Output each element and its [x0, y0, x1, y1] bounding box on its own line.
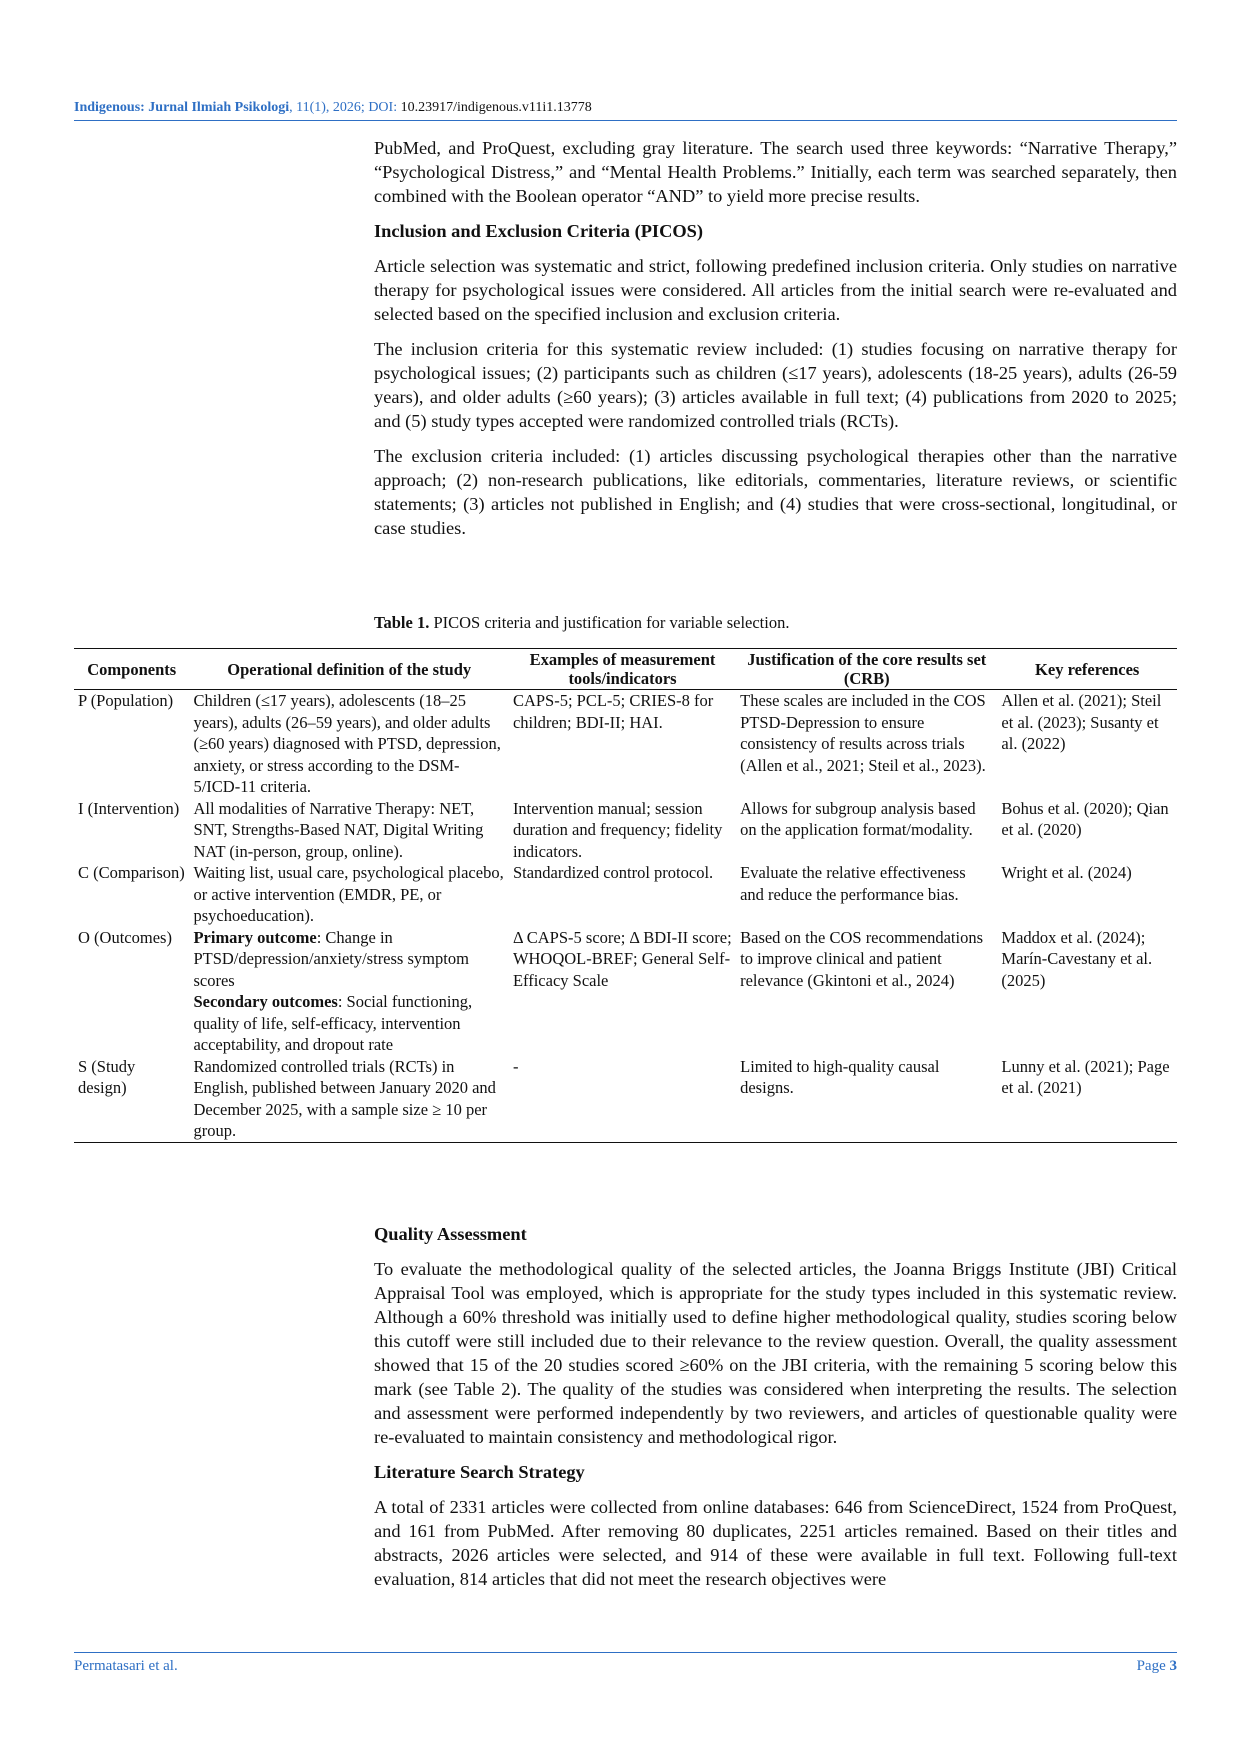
cell-component: I (Intervention): [78, 798, 180, 818]
cell-references: Lunny et al. (2021); Page et al. (2021): [997, 1056, 1177, 1143]
table-row: [74, 1056, 1177, 1143]
main-text-top: [374, 136, 1177, 551]
cell-references: Maddox et al. (2024); Marín-Cavestany et al. (2025): [1001, 927, 1153, 990]
table-header-row: [74, 649, 1177, 690]
doi-link[interactable]: 10.23917/indigenous.v11i1.13778: [400, 100, 592, 115]
heading-quality-assessment: Quality Assessment: [374, 1224, 527, 1244]
header-justification: Justification of the core results set (CRB): [736, 649, 997, 690]
cell-tools: -: [509, 1056, 736, 1143]
cell-tools: Intervention manual; session duration and frequency; fidelity indicators.: [512, 798, 723, 861]
paragraph-exclusion-criteria: The exclusion criteria included: (1) articles discussing psychological therapies other than the narrative approach; (2) non-research publications, like editorials, commentaries, literature reviews, or scientific statements; (3) articles not published in English; and (4) studies that were cross-sectional, longitudinal, or case studies.: [374, 446, 1177, 538]
page-number: 3: [1169, 1658, 1177, 1674]
table-row: [74, 690, 1177, 798]
cell-definition: Children (≤17 years), adolescents (18–25 years), adults (26–59 years), and older adults (≥60 years) diagnosed with PTSD, depression, anxiety, or stress according to the DSM-5/ICD-11 criteria.: [193, 691, 501, 796]
paragraph-search-keywords: PubMed, and ProQuest, excluding gray literature. The search used three keywords: “Narrative Therapy,” “Psychological Distress,” and “Mental Health Problems.” Initially, each term was searched separately, then combined with the Boolean operator “AND” to yield more precise results.: [374, 138, 1177, 206]
cell-justification: Based on the COS recommendations to improve clinical and patient relevance (Gkintoni et al., 2024): [740, 927, 983, 990]
cell-component: S (Study design): [74, 1056, 189, 1143]
cell-justification: Allows for subgroup analysis based on the application format/modality.: [740, 798, 976, 839]
primary-outcome-label: Primary outcome: [193, 927, 317, 947]
cell-justification: Evaluate the relative effectiveness and reduce the performance bias.: [740, 863, 966, 904]
header-operational-definition: Operational definition of the study: [189, 649, 508, 690]
running-header: [74, 100, 1177, 116]
cell-references: Allen et al. (2021); Steil et al. (2023); Susanty et al. (2022): [1001, 691, 1162, 753]
cell-justification: These scales are included in the COS PTSD-Depression to ensure consistency of results across trials (Allen et al., 2021; Steil et al., 2023).: [740, 691, 986, 775]
cell-component: C (Comparison): [78, 863, 185, 882]
cell-component: P (Population): [78, 691, 174, 710]
secondary-outcome-label: Secondary outcomes: [193, 992, 338, 1011]
secondary-outcome-text: : Social functioning, quality of life, self-efficacy, intervention acceptability, and dropout rate: [193, 992, 473, 1054]
header-measurement-tools: Examples of measurement tools/indicators: [509, 649, 736, 690]
table-row: [74, 798, 1177, 863]
cell-definition: Randomized controlled trials (RCTs) in English, published between January 2020 and December 2025, with a sample size ≥ 10 per group.: [189, 1056, 508, 1143]
cell-references: Wright et al. (2024): [1001, 863, 1132, 882]
heading-picos: Inclusion and Exclusion Criteria (PICOS): [374, 221, 704, 241]
table-row: [74, 927, 1177, 1056]
table-caption: [374, 613, 789, 633]
cell-tools: CAPS-5; PCL-5; CRIES-8 for children; BDI-II; HAI.: [512, 691, 714, 732]
picos-table: [74, 648, 1177, 1143]
table-caption-text: PICOS criteria and justification for variable selection.: [429, 613, 790, 632]
footer-page: [1137, 1658, 1177, 1675]
header-divider: [74, 120, 1177, 121]
primary-outcome-text: : Change in PTSD/depression/anxiety/stress symptom scores: [193, 927, 469, 990]
journal-name: Indigenous: Jurnal Ilmiah Psikologi: [74, 100, 290, 115]
footer-divider: [74, 1652, 1177, 1653]
cell-definition: Waiting list, usual care, psychological placebo, or active intervention (EMDR, PE, or psychoeducation).: [193, 863, 504, 925]
table-caption-label: Table 1.: [374, 613, 430, 632]
cell-definition: [189, 927, 508, 1056]
page-label: Page: [1136, 1658, 1170, 1674]
paragraph-quality-assessment: To evaluate the methodological quality of the selected articles, the Joanna Briggs Institute (JBI) Critical Appraisal Tool was employed, which is appropriate for the study types included in this systematic review. Although a 60% threshold was initially used to define higher methodological quality, studies scoring below this cutoff were still included due to their relevance to the review question. Overall, the quality assessment showed that 15 of the 20 studies scored ≥60% on the JBI criteria, with the remaining 5 scoring below this mark (see Table 2). The quality of the studies was considered when interpreting the results. The selection and assessment were performed independently by two reviewers, and articles of questionable quality were re-evaluated to maintain consistency and methodological rigor.: [374, 1259, 1177, 1447]
main-text-bottom: [374, 1222, 1177, 1602]
heading-literature-search: Literature Search Strategy: [374, 1462, 585, 1482]
header-components: Components: [74, 649, 189, 690]
paragraph-article-selection: Article selection was systematic and strict, following predefined inclusion criteria. Only studies on narrative therapy for psychological issues were considered. All articles from the initial search were re-evaluated and selected based on the specified inclusion and exclusion criteria.: [374, 256, 1177, 324]
paragraph-literature-search: A total of 2331 articles were collected from online databases: 646 from ScienceDirect, 1524 from ProQuest, and 161 from PubMed. After removing 80 duplicates, 2251 articles remained. Based on their titles and abstracts, 2026 articles were selected, and 914 of these were available in full text. Following full-text evaluation, 814 articles that did not meet the research objectives were: [374, 1497, 1177, 1589]
paragraph-inclusion-criteria: The inclusion criteria for this systematic review included: (1) studies focusing on narrative therapy for psychological issues; (2) participants such as children (≤17 years), adolescents (18-25 years), adults (26-59 years), and older adults (≥60 years); (3) articles available in full text; (4) publications from 2020 to 2025; and (5) study types accepted were randomized controlled trials (RCTs).: [374, 339, 1177, 431]
cell-references: Bohus et al. (2020); Qian et al. (2020): [1001, 798, 1169, 839]
header-key-references: Key references: [997, 649, 1177, 690]
table-row: [74, 862, 1177, 927]
cell-definition: All modalities of Narrative Therapy: NET, SNT, Strengths-Based NAT, Digital Writing NAT (in-person, group, online).: [193, 798, 484, 861]
cell-tools: Standardized control protocol.: [512, 863, 714, 882]
cell-component: O (Outcomes): [78, 927, 172, 947]
footer-authors: Permatasari et al.: [74, 1658, 178, 1674]
cell-tools: Δ CAPS-5 score; Δ BDI-II score; WHOQOL-BREF; General Self-Efficacy Scale: [512, 927, 732, 990]
cell-justification: Limited to high-quality causal designs.: [736, 1056, 997, 1143]
journal-volume: , 11(1), 2026; DOI:: [289, 100, 401, 115]
